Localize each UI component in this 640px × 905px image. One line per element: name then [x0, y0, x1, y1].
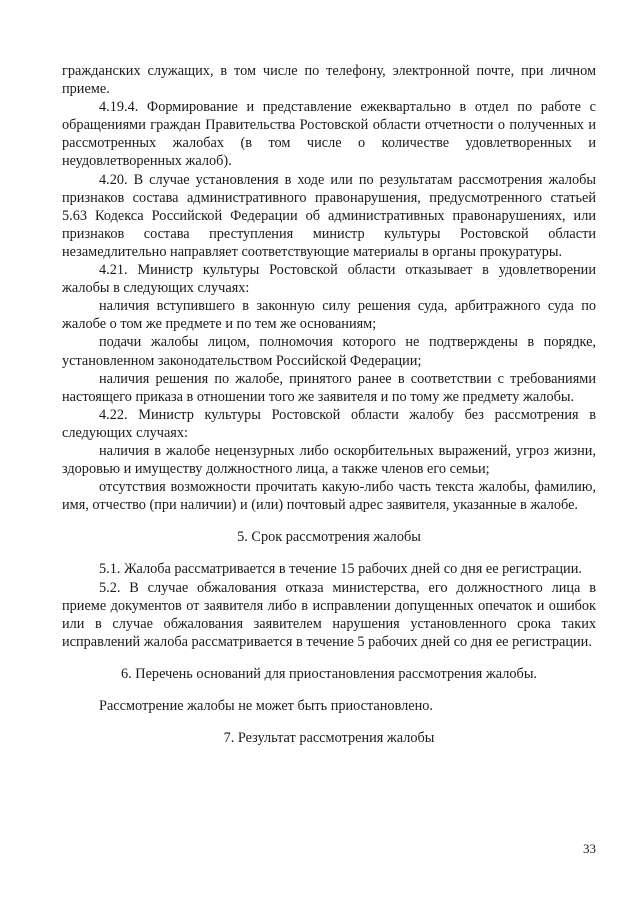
- section-heading-6: 6. Перечень оснований для приостановления рассмотрения жалобы.: [120, 665, 538, 682]
- section-heading-7: 7. Результат рассмотрения жалобы: [223, 730, 435, 747]
- section-heading-5: 5. Срок рассмотрения жалобы: [237, 529, 421, 546]
- paragraph-4-22: 4.22. Министр культуры Ростовской области жалобу без рассмотрения в следующих случаях:: [62, 406, 596, 441]
- paragraph-5-2: 5.2. В случае обжалования отказа министерства, его должностного лица в приеме документов от заявителя либо в исправлении допущенных опечаток и ошибок или в случае обжалования заявителем нарушения установленного срока таких исправлений жалоба рассматривается в течение 5 рабочих дней со дня ее регистрации.: [62, 579, 596, 650]
- paragraph-4-22-case-2: отсутствия возможности прочитать какую-либо часть текста жалобы, фамилию, имя, отчество (при наличии) и (или) почтовый адрес заявителя, указанные в жалобе.: [62, 479, 596, 514]
- paragraph-4-21: 4.21. Министр культуры Ростовской области отказывает в удовлетворении жалобы в следующих случаях:: [62, 262, 596, 297]
- page-number: 33: [583, 841, 596, 856]
- paragraph-4-21-case-3: наличия решения по жалобе, принятого ранее в соответствии с требованиями настоящего приказа в отношении того же заявителя и по тому же предмету жалобы.: [62, 370, 596, 405]
- paragraph-4-20: 4.20. В случае установления в ходе или по результатам рассмотрения жалобы признаков состава административного правонарушения, предусмотренного статьей 5.63 Кодекса Российской Федерации об административных правонарушениях, или признаков состава преступления министр культуры Ростовской области незамедлительно направляет соответствующие материалы в органы прокуратуры.: [62, 171, 596, 260]
- paragraph-4-19-4: 4.19.4. Формирование и представление ежеквартально в отдел по работе с обращениями граждан Правительства Ростовской области отчетности о полученных и рассмотренных жалобах (в том числе о количестве удовлетворенных и неудовлетворенных жалоб).: [62, 99, 596, 170]
- paragraph-continuation: гражданских служащих, в том числе по телефону, электронной почте, при личном приеме.: [62, 63, 596, 98]
- paragraph-4-21-case-2: подачи жалобы лицом, полномочия которого не подтверждены в порядке, установленном законодательством Российской Федерации;: [62, 334, 596, 369]
- spacer: [62, 715, 596, 729]
- paragraph-4-21-case-1: наличия вступившего в законную силу решения суда, арбитражного суда по жалобе о том же предмете и по тем же основаниям;: [62, 298, 596, 333]
- document-page: [62, 62, 596, 747]
- spacer: [62, 546, 596, 560]
- paragraph-4-22-case-1: наличия в жалобе нецензурных либо оскорбительных выражений, угроз жизни, здоровью и имуществу должностного лица, а также членов его семьи;: [62, 442, 596, 478]
- spacer: [62, 683, 596, 697]
- paragraph-6: Рассмотрение жалобы не может быть приостановлено.: [99, 698, 433, 714]
- spacer: [62, 651, 596, 665]
- paragraph-5-1: 5.1. Жалоба рассматривается в течение 15 рабочих дней со дня ее регистрации.: [99, 561, 582, 578]
- spacer: [62, 514, 596, 528]
